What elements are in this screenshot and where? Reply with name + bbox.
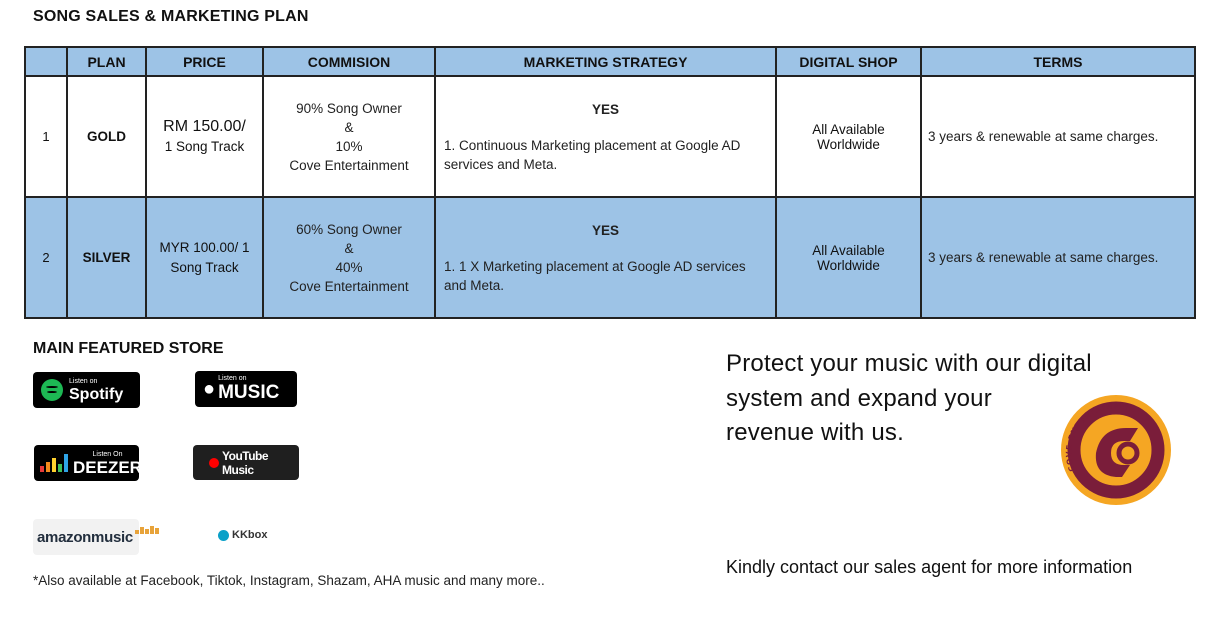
amazon-music-icon — [135, 526, 159, 534]
promo-line-2: system and expand your — [726, 384, 992, 412]
header-digital-shop: DIGITAL SHOP — [776, 47, 921, 76]
spotify-badge[interactable] — [33, 372, 140, 408]
table-header-row — [25, 47, 1195, 76]
price-cell — [146, 197, 263, 318]
apple-small-text: Listen on — [218, 375, 247, 382]
stores-footnote: *Also available at Facebook, Tiktok, Instagram, Shazam, AHA music and many more.. — [33, 573, 545, 588]
stores-heading: MAIN FEATURED STORE — [33, 340, 224, 357]
price-amount: MYR 100.00/ 1 — [159, 239, 250, 255]
digital-shop-cell — [776, 76, 921, 197]
youtube-music-badge[interactable] — [193, 445, 299, 480]
deezer-badge[interactable] — [34, 445, 142, 481]
terms-cell: 3 years & renewable at same charges. — [921, 76, 1195, 197]
strategy-cell — [435, 76, 776, 197]
youtube-music-icon — [209, 458, 219, 468]
apple-music-text — [218, 375, 279, 403]
shop-region: Worldwide — [817, 136, 880, 152]
strategy-cell — [435, 197, 776, 318]
deezer-icon — [40, 454, 68, 472]
kkbox-label: KKbox — [232, 529, 268, 541]
apple-music-badge[interactable] — [195, 371, 297, 407]
spotify-text — [69, 378, 123, 403]
amazon-music-label: amazonmusic — [37, 528, 133, 546]
plan-name: SILVER — [67, 197, 146, 318]
price-unit: 1 Song Track — [164, 138, 245, 154]
strategy-yes: YES — [591, 101, 619, 117]
amazon-music-badge[interactable] — [33, 519, 139, 555]
apple-icon: ● — [203, 377, 216, 400]
commission-cell — [263, 76, 435, 197]
spotify-small-text: Listen on — [69, 377, 98, 385]
row-number: 1 — [25, 76, 67, 197]
header-price: PRICE — [146, 47, 263, 76]
pricing-table — [24, 46, 1196, 319]
deezer-text — [73, 451, 142, 476]
header-plan: PLAN — [67, 47, 146, 76]
logo-ring-text: COVE ENTERTAINMENT — [1064, 401, 1144, 473]
page-title: SONG SALES & MARKETING PLAN — [33, 8, 309, 25]
cove-entertainment-logo — [1056, 393, 1176, 507]
shop-availability: All Available — [812, 121, 885, 137]
commission-cove: Cove Entertainment — [289, 157, 409, 173]
promo-line-3: revenue with us. — [726, 419, 904, 446]
spotify-icon — [41, 379, 63, 401]
table-row — [25, 197, 1195, 318]
commission-and: & — [344, 119, 354, 135]
commission-cove-percent: 10% — [335, 138, 363, 154]
commission-cell — [263, 197, 435, 318]
apple-music-label: MUSIC — [218, 382, 280, 403]
price-unit: Song Track — [170, 259, 239, 275]
commission-and: & — [344, 240, 354, 256]
header-marketing-strategy: MARKETING STRATEGY — [435, 47, 776, 76]
contact-text: Kindly contact our sales agent for more information — [726, 557, 1133, 577]
header-number — [25, 47, 67, 76]
strategy-text: 1. Continuous Marketing placement at Google AD services and Meta. — [444, 137, 741, 172]
commission-owner: 60% Song Owner — [296, 221, 402, 237]
price-amount: RM 150.00/ — [163, 117, 246, 135]
deezer-label: DEEZER — [73, 457, 142, 477]
digital-shop-cell — [776, 197, 921, 318]
strategy-text: 1. 1 X Marketing placement at Google AD services and Meta. — [444, 258, 746, 293]
shop-region: Worldwide — [817, 257, 880, 273]
logo-note-dot — [1119, 444, 1137, 462]
spotify-label: Spotify — [69, 385, 124, 403]
table-row — [25, 76, 1195, 197]
row-number: 2 — [25, 197, 67, 318]
commission-owner: 90% Song Owner — [296, 100, 402, 116]
plan-name: GOLD — [67, 76, 146, 197]
deezer-small-text: Listen On — [92, 450, 123, 458]
shop-availability: All Available — [812, 242, 885, 258]
terms-cell: 3 years & renewable at same charges. — [921, 197, 1195, 318]
header-commission: COMMISION — [263, 47, 435, 76]
youtube-music-label: YouTube Music — [222, 448, 269, 477]
strategy-yes: YES — [591, 222, 619, 238]
header-terms: TERMS — [921, 47, 1195, 76]
kkbox-icon — [218, 530, 229, 541]
kkbox-badge[interactable] — [218, 525, 278, 545]
price-cell — [146, 76, 263, 197]
commission-cove: Cove Entertainment — [289, 278, 409, 294]
commission-cove-percent: 40% — [335, 259, 363, 275]
promo-line-1: Protect your music with our digital — [726, 350, 1092, 377]
